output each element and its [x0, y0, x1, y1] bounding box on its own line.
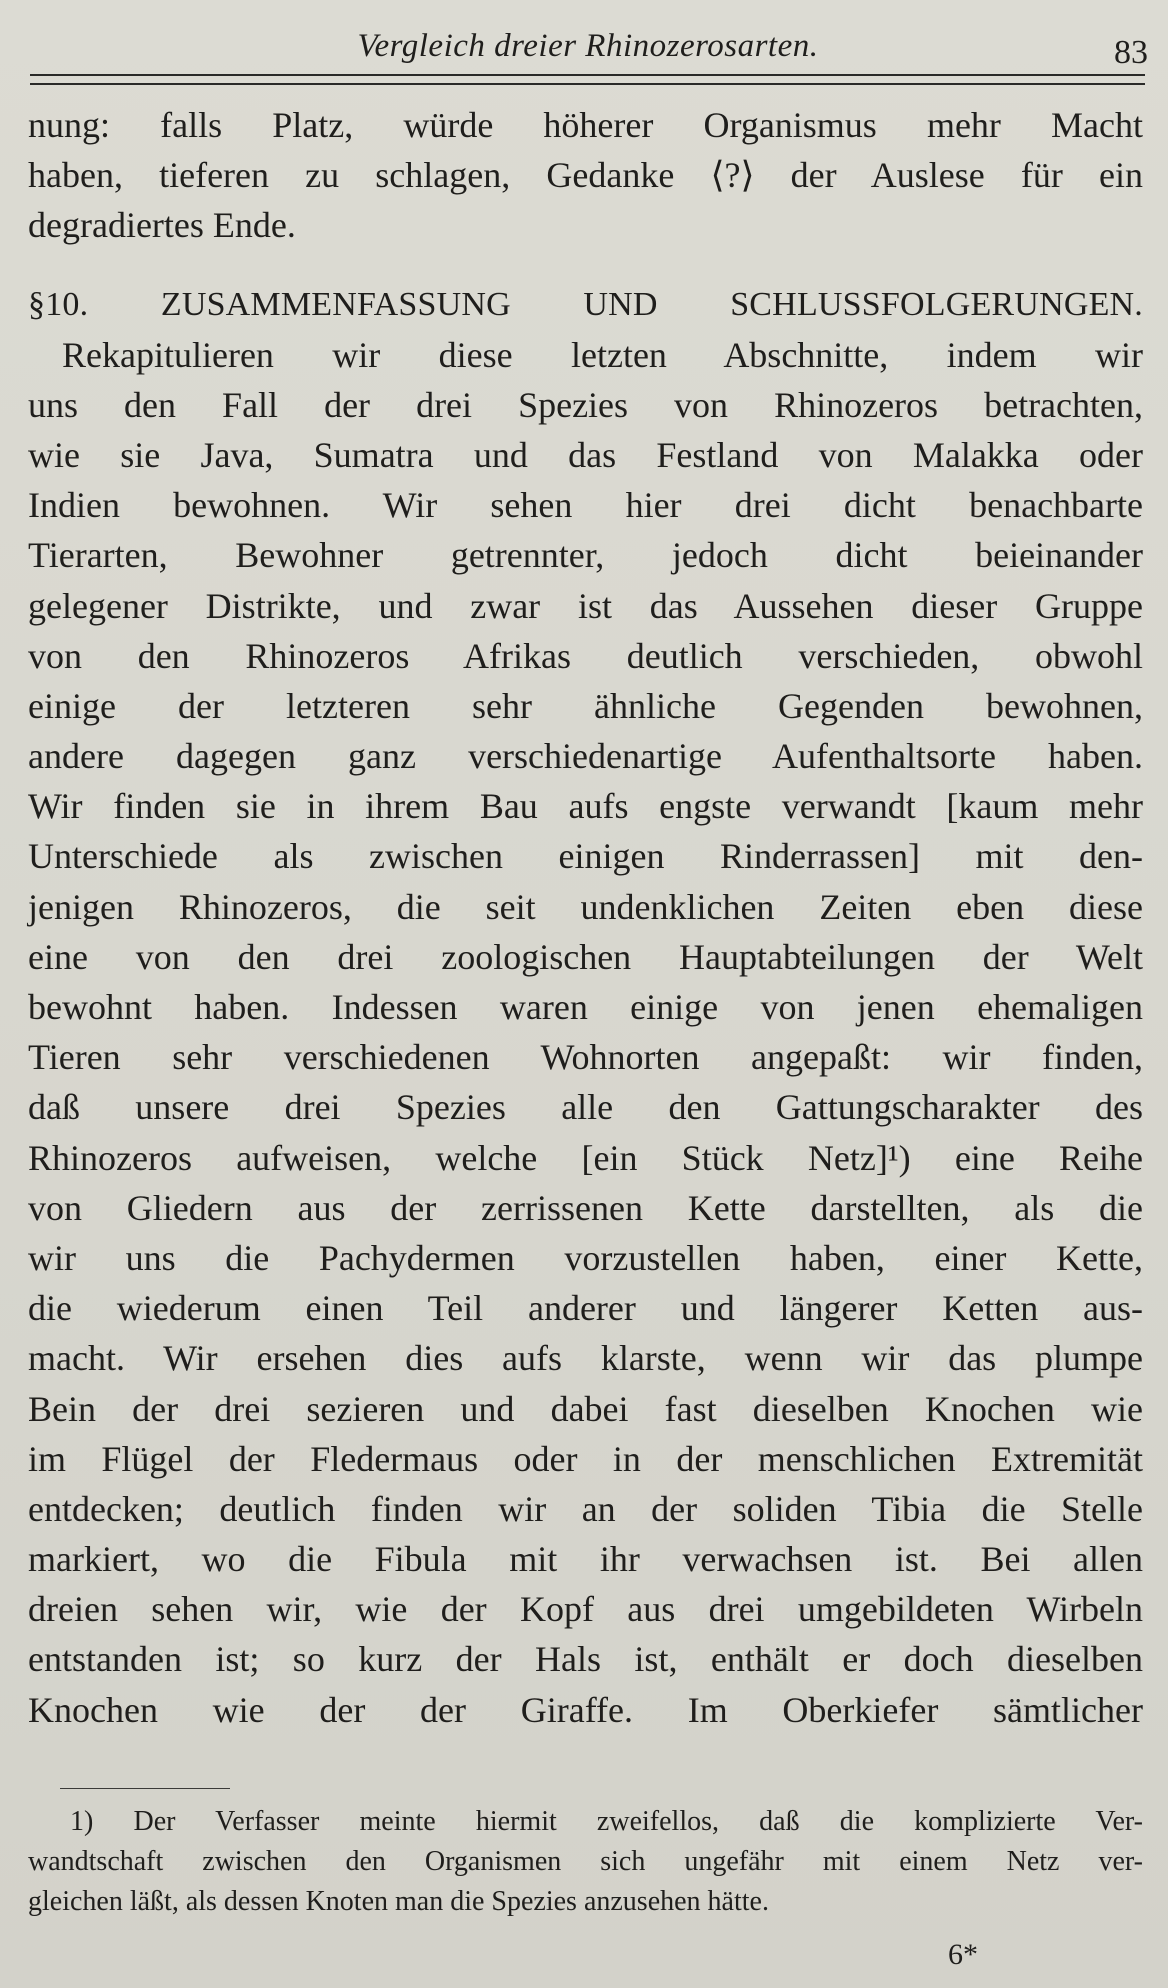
footnote-line: wandtschaft zwischen den Organismen sich ungefähr mit einem Netz ver-	[28, 1846, 1143, 1877]
text-line: Rekapitulieren wir diese letzten Abschnitte, indem wir	[62, 334, 1143, 375]
text-line: entdecken; deutlich finden wir an der soliden Tibia die Stelle	[28, 1488, 1143, 1529]
text-line: wir uns die Pachydermen vorzustellen haben, einer Kette,	[28, 1237, 1143, 1278]
text-line: Indien bewohnen. Wir sehen hier drei dicht benachbarte	[28, 485, 1143, 526]
footnote-line: 1) Der Verfasser meinte hiermit zweifellos, daß die komplizierte Ver-	[70, 1806, 1143, 1837]
footnote-rule	[60, 1788, 230, 1789]
text-line: die wiederum einen Teil anderer und längerer Ketten aus-	[28, 1288, 1143, 1329]
text-line: Tierarten, Bewohner getrennter, jedoch dicht beieinander	[28, 535, 1143, 576]
header-rule-bottom	[30, 83, 1145, 85]
text-line: Knochen wie der der Giraffe. Im Oberkiefer sämtlicher	[28, 1689, 1143, 1730]
section-heading: §10. ZUSAMMENFASSUNG UND SCHLUSSFOLGERUNGEN.	[28, 285, 1143, 323]
body-text	[28, 100, 1143, 1735]
text-line: daß unsere drei Spezies alle den Gattungscharakter des	[28, 1087, 1143, 1128]
text-line: Bein der drei sezieren und dabei fast dieselben Knochen wie	[28, 1388, 1143, 1429]
text-line: Wir finden sie in ihrem Bau aufs engste verwandt [kaum mehr	[28, 786, 1143, 827]
header-rule-top	[30, 74, 1145, 76]
text-line: im Flügel der Fledermaus oder in der menschlichen Extremität	[28, 1438, 1143, 1479]
text-line: Tieren sehr verschiedenen Wohnorten angepaßt: wir finden,	[28, 1037, 1143, 1078]
text-line: jenigen Rhinozeros, die seit undenklichen Zeiten eben diese	[28, 886, 1143, 927]
text-line: macht. Wir ersehen dies aufs klarste, wenn wir das plumpe	[28, 1338, 1143, 1379]
text-line: markiert, wo die Fibula mit ihr verwachsen ist. Bei allen	[28, 1539, 1143, 1580]
text-line: entstanden ist; so kurz der Hals ist, enthält er doch dieselben	[28, 1639, 1143, 1680]
running-title: Vergleich dreier Rhinozerosarten.	[357, 28, 819, 64]
text-line: eine von den drei zoologischen Hauptabteilungen der Welt	[28, 936, 1143, 977]
footnote-line: gleichen läßt, als dessen Knoten man die Spezies anzusehen hätte.	[28, 1886, 769, 1917]
footnotes	[28, 1802, 1143, 1922]
text-line: einige der letzteren sehr ähnliche Gegenden bewohnen,	[28, 685, 1143, 726]
text-line: Rhinozeros aufweisen, welche [ein Stück Netz]¹) eine Reihe	[28, 1137, 1143, 1178]
text-line: von Gliedern aus der zerrissenen Kette darstellten, als die	[28, 1187, 1143, 1228]
text-line: degradiertes Ende.	[28, 205, 296, 246]
running-head	[28, 12, 1148, 82]
text-line: gelegener Distrikte, und zwar ist das Aussehen dieser Gruppe	[28, 585, 1143, 626]
text-line: von den Rhinozeros Afrikas deutlich verschieden, obwohl	[28, 635, 1143, 676]
text-line: uns den Fall der drei Spezies von Rhinozeros betrachten,	[28, 384, 1143, 425]
text-line: andere dagegen ganz verschiedenartige Aufenthaltsorte haben.	[28, 736, 1143, 777]
text-line: nung: falls Platz, würde höherer Organismus mehr Macht	[28, 105, 1143, 145]
signature-mark: 6*	[948, 1938, 978, 1971]
text-line: haben, tieferen zu schlagen, Gedanke ⟨?⟩ der Auslese für ein	[28, 155, 1143, 196]
page-number: 83	[1114, 34, 1148, 71]
text-line: bewohnt haben. Indessen waren einige von jenen ehemaligen	[28, 987, 1143, 1027]
text-line: Unterschiede als zwischen einigen Rinderrassen] mit den-	[28, 836, 1143, 877]
text-line: dreien sehen wir, wie der Kopf aus drei umgebildeten Wirbeln	[28, 1589, 1143, 1630]
text-line: wie sie Java, Sumatra und das Festland von Malakka oder	[28, 434, 1143, 475]
